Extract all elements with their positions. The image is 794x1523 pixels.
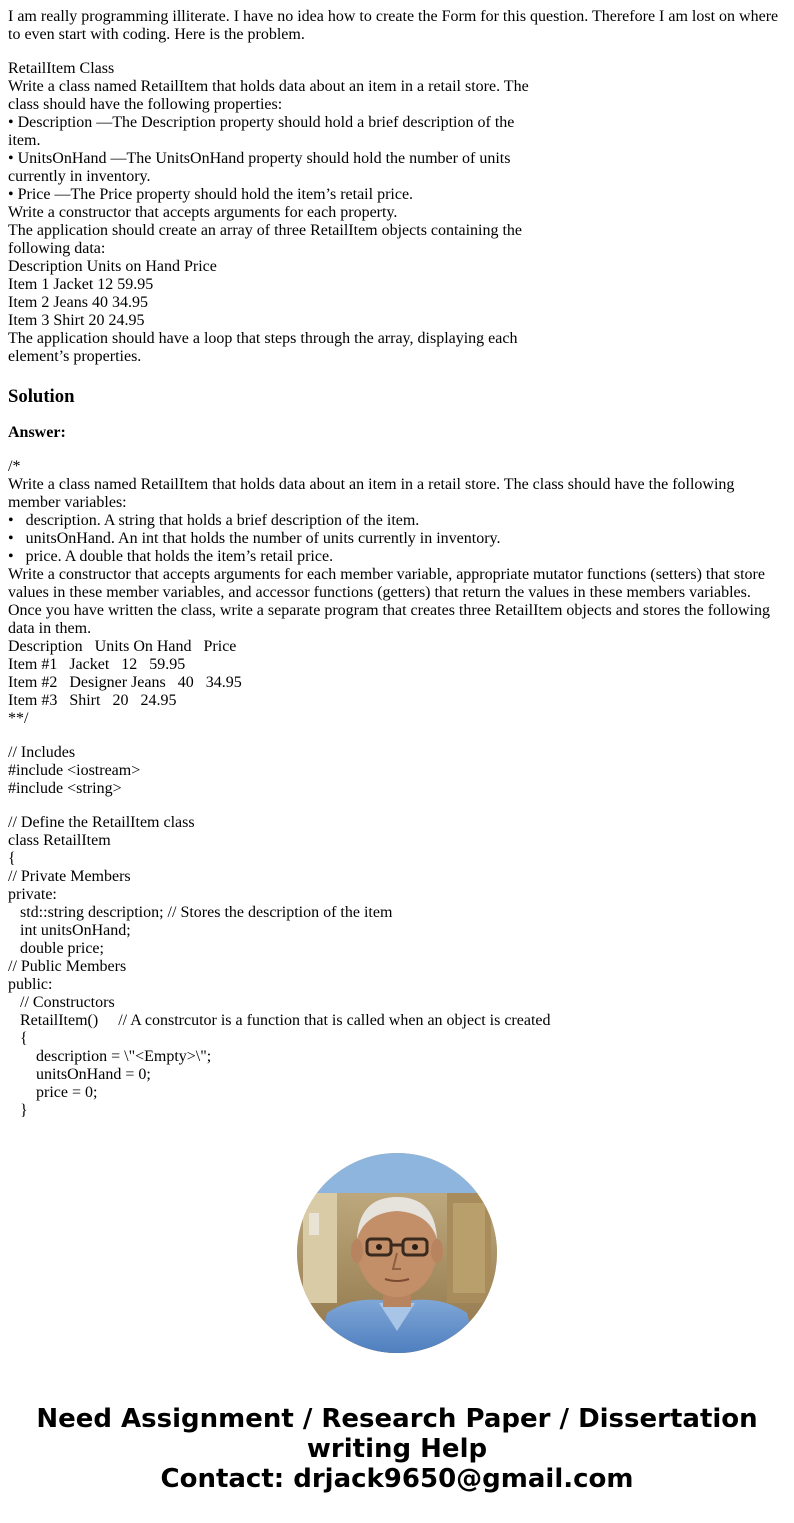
question-line: element’s properties.	[8, 348, 142, 365]
answer-paragraph: Write a class named RetailItem that holds data about an item in a retail store. The class should have the following member variables:	[8, 476, 735, 511]
code-line: {	[8, 850, 16, 867]
code-line: double price;	[8, 940, 104, 957]
data-table-line: Item #2 Designer Jeans 40 34.95	[8, 674, 242, 691]
footer-line: Need Assignment / Research Paper / Dissertation	[36, 1404, 758, 1434]
footer-contact-banner	[0, 1404, 794, 1494]
author-portrait-image	[297, 1153, 497, 1353]
answer-bullet: • price. A double that holds the item’s retail price.	[8, 548, 334, 565]
code-line: RetailItem() // A constrcutor is a function that is called when an object is created	[8, 1012, 551, 1029]
question-line: Item 1 Jacket 12 59.95	[8, 276, 154, 293]
class-code-block	[8, 814, 788, 1120]
data-table-line: Description Units On Hand Price	[8, 638, 237, 655]
question-line: The application should create an array of three RetailItem objects containing the	[8, 222, 523, 239]
solution-heading: Solution	[8, 386, 75, 407]
footer-line: writing Help	[306, 1434, 488, 1464]
question-section	[8, 8, 788, 366]
question-line: Description Units on Hand Price	[8, 258, 217, 275]
code-line: // Private Members	[8, 868, 131, 885]
code-line: // Define the RetailItem class	[8, 814, 195, 831]
question-line: • Price —The Price property should hold the item’s retail price.	[8, 186, 414, 203]
code-line: // Public Members	[8, 958, 127, 975]
code-line: std::string description; // Stores the description of the item	[8, 904, 393, 921]
code-line: #include <iostream>	[8, 762, 141, 779]
code-line: private:	[8, 886, 57, 903]
code-line: price = 0;	[8, 1084, 98, 1101]
question-line: • UnitsOnHand —The UnitsOnHand property should hold the number of units	[8, 150, 511, 167]
question-line: The application should have a loop that steps through the array, displaying each	[8, 330, 518, 347]
question-line: Write a constructor that accepts arguments for each property.	[8, 204, 398, 221]
code-line: int unitsOnHand;	[8, 922, 131, 939]
includes-code-block	[8, 744, 788, 798]
code-line: {	[8, 1030, 28, 1047]
answer-paragraph: Write a constructor that accepts arguments for each member variable, appropriate mutator functions (setters) that store values in these member variables, and accessor functions (getters) that return the values in these members variables.	[8, 566, 765, 601]
answer-body	[8, 458, 788, 1120]
data-table-line: Item #1 Jacket 12 59.95	[8, 656, 186, 673]
question-line: RetailItem Class	[8, 60, 115, 77]
answer-paragraph: Once you have written the class, write a separate program that creates three RetailItem objects and stores the following data in them.	[8, 602, 770, 637]
question-line: item.	[8, 132, 41, 149]
data-table-line: Item #3 Shirt 20 24.95	[8, 692, 177, 709]
question-line: • Description —The Description property should hold a brief description of the	[8, 114, 515, 131]
footer-contact-email: Contact: drjack9650@gmail.com	[160, 1464, 634, 1494]
code-line: unitsOnHand = 0;	[8, 1066, 151, 1083]
answer-bullet: • description. A string that holds a brief description of the item.	[8, 512, 420, 529]
code-line: class RetailItem	[8, 832, 111, 849]
comment-close: **/	[8, 710, 29, 727]
question-line: following data:	[8, 240, 106, 257]
comment-open: /*	[8, 458, 21, 475]
question-line: Write a class named RetailItem that holds data about an item in a retail store. The	[8, 78, 529, 95]
code-line: }	[8, 1102, 28, 1119]
author-avatar	[297, 1153, 497, 1353]
code-line: public:	[8, 976, 53, 993]
question-line: currently in inventory.	[8, 168, 151, 185]
question-intro: I am really programming illiterate. I have no idea how to create the Form for this question. Therefore I am lost on where to even start with coding. Here is the problem.	[8, 8, 779, 43]
document-page	[8, 8, 788, 1120]
answer-label: Answer:	[8, 424, 66, 441]
question-line: Item 3 Shirt 20 24.95	[8, 312, 145, 329]
question-body	[8, 60, 788, 366]
code-line: // Includes	[8, 744, 76, 761]
answer-bullet: • unitsOnHand. An int that holds the number of units currently in inventory.	[8, 530, 501, 547]
code-line: #include <string>	[8, 780, 122, 797]
question-line: Item 2 Jeans 40 34.95	[8, 294, 148, 311]
code-line: // Constructors	[8, 994, 115, 1011]
code-line: description = \"<Empty>\";	[8, 1048, 212, 1065]
question-line: class should have the following properties:	[8, 96, 283, 113]
